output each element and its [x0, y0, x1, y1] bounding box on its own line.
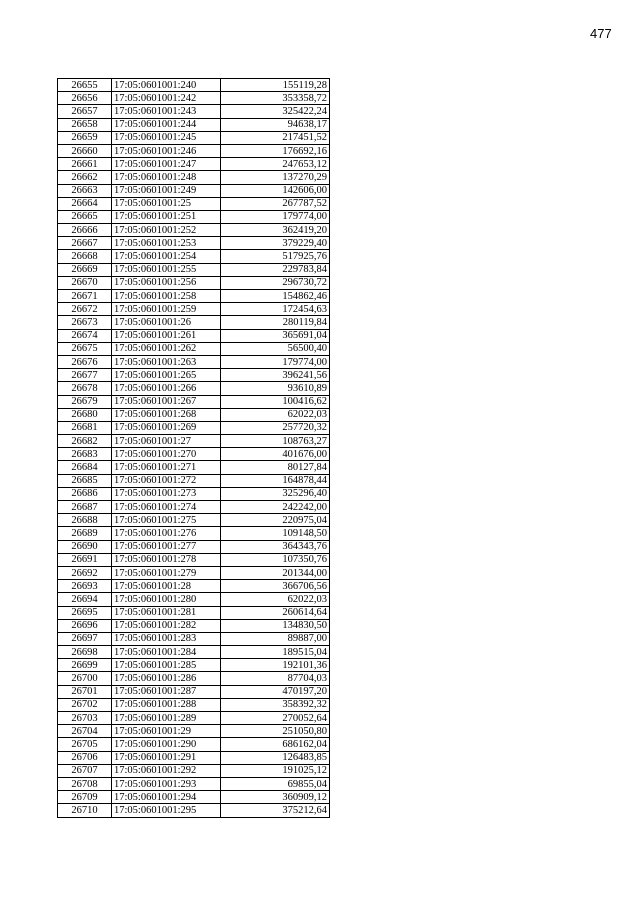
table-row	[58, 619, 330, 632]
row-number-cell: 26678	[58, 382, 112, 395]
row-number-cell: 26665	[58, 210, 112, 223]
table-body	[58, 79, 330, 818]
row-number-cell: 26708	[58, 777, 112, 790]
table-row	[58, 184, 330, 197]
cadastral-number-cell: 17:05:0601001:269	[112, 421, 221, 434]
cadastral-number-cell: 17:05:0601001:29	[112, 725, 221, 738]
row-number-cell: 26680	[58, 408, 112, 421]
row-number-cell: 26703	[58, 712, 112, 725]
cadastral-number-cell: 17:05:0601001:291	[112, 751, 221, 764]
row-number-cell: 26662	[58, 171, 112, 184]
cadastral-number-cell: 17:05:0601001:244	[112, 118, 221, 131]
value-cell: 366706,56	[221, 580, 330, 593]
cadastral-number-cell: 17:05:0601001:294	[112, 791, 221, 804]
table-row	[58, 474, 330, 487]
value-cell: 470197,20	[221, 685, 330, 698]
row-number-cell: 26705	[58, 738, 112, 751]
cadastral-number-cell: 17:05:0601001:252	[112, 224, 221, 237]
value-cell: 325296,40	[221, 487, 330, 500]
value-cell: 164878,44	[221, 474, 330, 487]
table-row	[58, 540, 330, 553]
row-number-cell: 26689	[58, 527, 112, 540]
row-number-cell: 26673	[58, 316, 112, 329]
table-row	[58, 369, 330, 382]
cadastral-number-cell: 17:05:0601001:277	[112, 540, 221, 553]
value-cell: 62022,03	[221, 593, 330, 606]
row-number-cell: 26695	[58, 606, 112, 619]
table-row	[58, 329, 330, 342]
cadastral-number-cell: 17:05:0601001:271	[112, 461, 221, 474]
value-cell: 325422,24	[221, 105, 330, 118]
value-cell: 267787,52	[221, 197, 330, 210]
cadastral-number-cell: 17:05:0601001:282	[112, 619, 221, 632]
cadastral-number-cell: 17:05:0601001:255	[112, 263, 221, 276]
row-number-cell: 26679	[58, 395, 112, 408]
value-cell: 126483,85	[221, 751, 330, 764]
cadastral-number-cell: 17:05:0601001:280	[112, 593, 221, 606]
cadastral-number-cell: 17:05:0601001:256	[112, 276, 221, 289]
cadastral-value-table	[57, 78, 330, 818]
cadastral-number-cell: 17:05:0601001:283	[112, 632, 221, 645]
table-row	[58, 171, 330, 184]
cadastral-number-cell: 17:05:0601001:259	[112, 303, 221, 316]
value-cell: 154862,46	[221, 290, 330, 303]
cadastral-number-cell: 17:05:0601001:248	[112, 171, 221, 184]
table-row	[58, 158, 330, 171]
cadastral-number-cell: 17:05:0601001:281	[112, 606, 221, 619]
value-cell: 172454,63	[221, 303, 330, 316]
cadastral-number-cell: 17:05:0601001:286	[112, 672, 221, 685]
row-number-cell: 26682	[58, 435, 112, 448]
cadastral-number-cell: 17:05:0601001:284	[112, 646, 221, 659]
cadastral-number-cell: 17:05:0601001:258	[112, 290, 221, 303]
row-number-cell: 26702	[58, 698, 112, 711]
table-row	[58, 448, 330, 461]
row-number-cell: 26677	[58, 369, 112, 382]
table-row	[58, 144, 330, 157]
value-cell: 229783,84	[221, 263, 330, 276]
value-cell: 686162,04	[221, 738, 330, 751]
table-row	[58, 105, 330, 118]
value-cell: 56500,40	[221, 342, 330, 355]
cadastral-number-cell: 17:05:0601001:285	[112, 659, 221, 672]
row-number-cell: 26690	[58, 540, 112, 553]
value-cell: 134830,50	[221, 619, 330, 632]
row-number-cell: 26700	[58, 672, 112, 685]
table-row	[58, 382, 330, 395]
cadastral-number-cell: 17:05:0601001:28	[112, 580, 221, 593]
row-number-cell: 26683	[58, 448, 112, 461]
row-number-cell: 26657	[58, 105, 112, 118]
cadastral-number-cell: 17:05:0601001:261	[112, 329, 221, 342]
table-row	[58, 131, 330, 144]
table-row	[58, 804, 330, 817]
row-number-cell: 26670	[58, 276, 112, 289]
value-cell: 176692,16	[221, 144, 330, 157]
cadastral-number-cell: 17:05:0601001:265	[112, 369, 221, 382]
row-number-cell: 26659	[58, 131, 112, 144]
table-row	[58, 290, 330, 303]
value-cell: 362419,20	[221, 224, 330, 237]
row-number-cell: 26694	[58, 593, 112, 606]
row-number-cell: 26698	[58, 646, 112, 659]
cadastral-number-cell: 17:05:0601001:246	[112, 144, 221, 157]
table-row	[58, 646, 330, 659]
cadastral-number-cell: 17:05:0601001:242	[112, 92, 221, 105]
value-cell: 365691,04	[221, 329, 330, 342]
row-number-cell: 26667	[58, 237, 112, 250]
table-row	[58, 751, 330, 764]
row-number-cell: 26697	[58, 632, 112, 645]
value-cell: 87704,03	[221, 672, 330, 685]
row-number-cell: 26663	[58, 184, 112, 197]
value-cell: 179774,00	[221, 355, 330, 368]
row-number-cell: 26709	[58, 791, 112, 804]
table-row	[58, 461, 330, 474]
cadastral-number-cell: 17:05:0601001:270	[112, 448, 221, 461]
value-cell: 247653,12	[221, 158, 330, 171]
table-row	[58, 395, 330, 408]
table-row	[58, 316, 330, 329]
table-row	[58, 738, 330, 751]
table-row	[58, 408, 330, 421]
cadastral-number-cell: 17:05:0601001:253	[112, 237, 221, 250]
row-number-cell: 26701	[58, 685, 112, 698]
value-cell: 189515,04	[221, 646, 330, 659]
cadastral-number-cell: 17:05:0601001:279	[112, 566, 221, 579]
cadastral-number-cell: 17:05:0601001:262	[112, 342, 221, 355]
table-row	[58, 210, 330, 223]
page-number: 477	[590, 26, 612, 41]
cadastral-number-cell: 17:05:0601001:287	[112, 685, 221, 698]
table-row	[58, 632, 330, 645]
table-row	[58, 764, 330, 777]
table-row	[58, 303, 330, 316]
table-row	[58, 791, 330, 804]
table-row	[58, 777, 330, 790]
cadastral-number-cell: 17:05:0601001:295	[112, 804, 221, 817]
cadastral-number-cell: 17:05:0601001:272	[112, 474, 221, 487]
cadastral-number-cell: 17:05:0601001:240	[112, 79, 221, 92]
table-row	[58, 514, 330, 527]
row-number-cell: 26681	[58, 421, 112, 434]
row-number-cell: 26710	[58, 804, 112, 817]
value-cell: 137270,29	[221, 171, 330, 184]
value-cell: 201344,00	[221, 566, 330, 579]
cadastral-number-cell: 17:05:0601001:275	[112, 514, 221, 527]
row-number-cell: 26658	[58, 118, 112, 131]
value-cell: 108763,27	[221, 435, 330, 448]
value-cell: 280119,84	[221, 316, 330, 329]
value-cell: 401676,00	[221, 448, 330, 461]
value-cell: 270052,64	[221, 712, 330, 725]
row-number-cell: 26661	[58, 158, 112, 171]
cadastral-number-cell: 17:05:0601001:268	[112, 408, 221, 421]
table-row	[58, 527, 330, 540]
value-cell: 80127,84	[221, 461, 330, 474]
row-number-cell: 26660	[58, 144, 112, 157]
value-cell: 260614,64	[221, 606, 330, 619]
row-number-cell: 26655	[58, 79, 112, 92]
table-row	[58, 606, 330, 619]
row-number-cell: 26699	[58, 659, 112, 672]
table-row	[58, 566, 330, 579]
table-row	[58, 276, 330, 289]
value-cell: 358392,32	[221, 698, 330, 711]
row-number-cell: 26676	[58, 355, 112, 368]
cadastral-number-cell: 17:05:0601001:273	[112, 487, 221, 500]
cadastral-number-cell: 17:05:0601001:266	[112, 382, 221, 395]
table-row	[58, 659, 330, 672]
table-row	[58, 263, 330, 276]
cadastral-number-cell: 17:05:0601001:293	[112, 777, 221, 790]
table-row	[58, 421, 330, 434]
value-cell: 191025,12	[221, 764, 330, 777]
row-number-cell: 26688	[58, 514, 112, 527]
row-number-cell: 26706	[58, 751, 112, 764]
row-number-cell: 26684	[58, 461, 112, 474]
cadastral-number-cell: 17:05:0601001:267	[112, 395, 221, 408]
value-cell: 69855,04	[221, 777, 330, 790]
cadastral-number-cell: 17:05:0601001:249	[112, 184, 221, 197]
table-row	[58, 487, 330, 500]
cadastral-number-cell: 17:05:0601001:289	[112, 712, 221, 725]
table-row	[58, 712, 330, 725]
row-number-cell: 26696	[58, 619, 112, 632]
value-cell: 100416,62	[221, 395, 330, 408]
value-cell: 396241,56	[221, 369, 330, 382]
value-cell: 107350,76	[221, 553, 330, 566]
cadastral-number-cell: 17:05:0601001:263	[112, 355, 221, 368]
row-number-cell: 26692	[58, 566, 112, 579]
table-row	[58, 237, 330, 250]
table-row	[58, 725, 330, 738]
table-row	[58, 435, 330, 448]
table-row	[58, 553, 330, 566]
table-row	[58, 672, 330, 685]
value-cell: 517925,76	[221, 250, 330, 263]
row-number-cell: 26671	[58, 290, 112, 303]
cadastral-number-cell: 17:05:0601001:251	[112, 210, 221, 223]
row-number-cell: 26656	[58, 92, 112, 105]
row-number-cell: 26672	[58, 303, 112, 316]
cadastral-number-cell: 17:05:0601001:245	[112, 131, 221, 144]
table-row	[58, 355, 330, 368]
value-cell: 93610,89	[221, 382, 330, 395]
table-row	[58, 197, 330, 210]
cadastral-number-cell: 17:05:0601001:247	[112, 158, 221, 171]
row-number-cell: 26674	[58, 329, 112, 342]
row-number-cell: 26687	[58, 501, 112, 514]
table-row	[58, 224, 330, 237]
cadastral-number-cell: 17:05:0601001:27	[112, 435, 221, 448]
table-row	[58, 593, 330, 606]
value-cell: 296730,72	[221, 276, 330, 289]
value-cell: 89887,00	[221, 632, 330, 645]
value-cell: 217451,52	[221, 131, 330, 144]
value-cell: 155119,28	[221, 79, 330, 92]
table-row	[58, 79, 330, 92]
table-row	[58, 118, 330, 131]
cadastral-number-cell: 17:05:0601001:243	[112, 105, 221, 118]
row-number-cell: 26686	[58, 487, 112, 500]
value-cell: 257720,32	[221, 421, 330, 434]
table-row	[58, 698, 330, 711]
cadastral-number-cell: 17:05:0601001:274	[112, 501, 221, 514]
row-number-cell: 26693	[58, 580, 112, 593]
cadastral-number-cell: 17:05:0601001:288	[112, 698, 221, 711]
value-cell: 179774,00	[221, 210, 330, 223]
value-cell: 353358,72	[221, 92, 330, 105]
value-cell: 364343,76	[221, 540, 330, 553]
table-row	[58, 250, 330, 263]
table-row	[58, 501, 330, 514]
cadastral-number-cell: 17:05:0601001:254	[112, 250, 221, 263]
value-cell: 360909,12	[221, 791, 330, 804]
value-cell: 220975,04	[221, 514, 330, 527]
row-number-cell: 26704	[58, 725, 112, 738]
row-number-cell: 26691	[58, 553, 112, 566]
table-row	[58, 580, 330, 593]
table-row	[58, 342, 330, 355]
cadastral-number-cell: 17:05:0601001:276	[112, 527, 221, 540]
row-number-cell: 26666	[58, 224, 112, 237]
value-cell: 142606,00	[221, 184, 330, 197]
value-cell: 94638,17	[221, 118, 330, 131]
cadastral-number-cell: 17:05:0601001:278	[112, 553, 221, 566]
cadastral-number-cell: 17:05:0601001:26	[112, 316, 221, 329]
row-number-cell: 26669	[58, 263, 112, 276]
value-cell: 109148,50	[221, 527, 330, 540]
row-number-cell: 26664	[58, 197, 112, 210]
cadastral-number-cell: 17:05:0601001:290	[112, 738, 221, 751]
value-cell: 192101,36	[221, 659, 330, 672]
row-number-cell: 26668	[58, 250, 112, 263]
table-row	[58, 92, 330, 105]
value-cell: 242242,00	[221, 501, 330, 514]
cadastral-number-cell: 17:05:0601001:25	[112, 197, 221, 210]
table-row	[58, 685, 330, 698]
row-number-cell: 26685	[58, 474, 112, 487]
value-cell: 62022,03	[221, 408, 330, 421]
value-cell: 379229,40	[221, 237, 330, 250]
value-cell: 375212,64	[221, 804, 330, 817]
row-number-cell: 26675	[58, 342, 112, 355]
cadastral-number-cell: 17:05:0601001:292	[112, 764, 221, 777]
value-cell: 251050,80	[221, 725, 330, 738]
row-number-cell: 26707	[58, 764, 112, 777]
